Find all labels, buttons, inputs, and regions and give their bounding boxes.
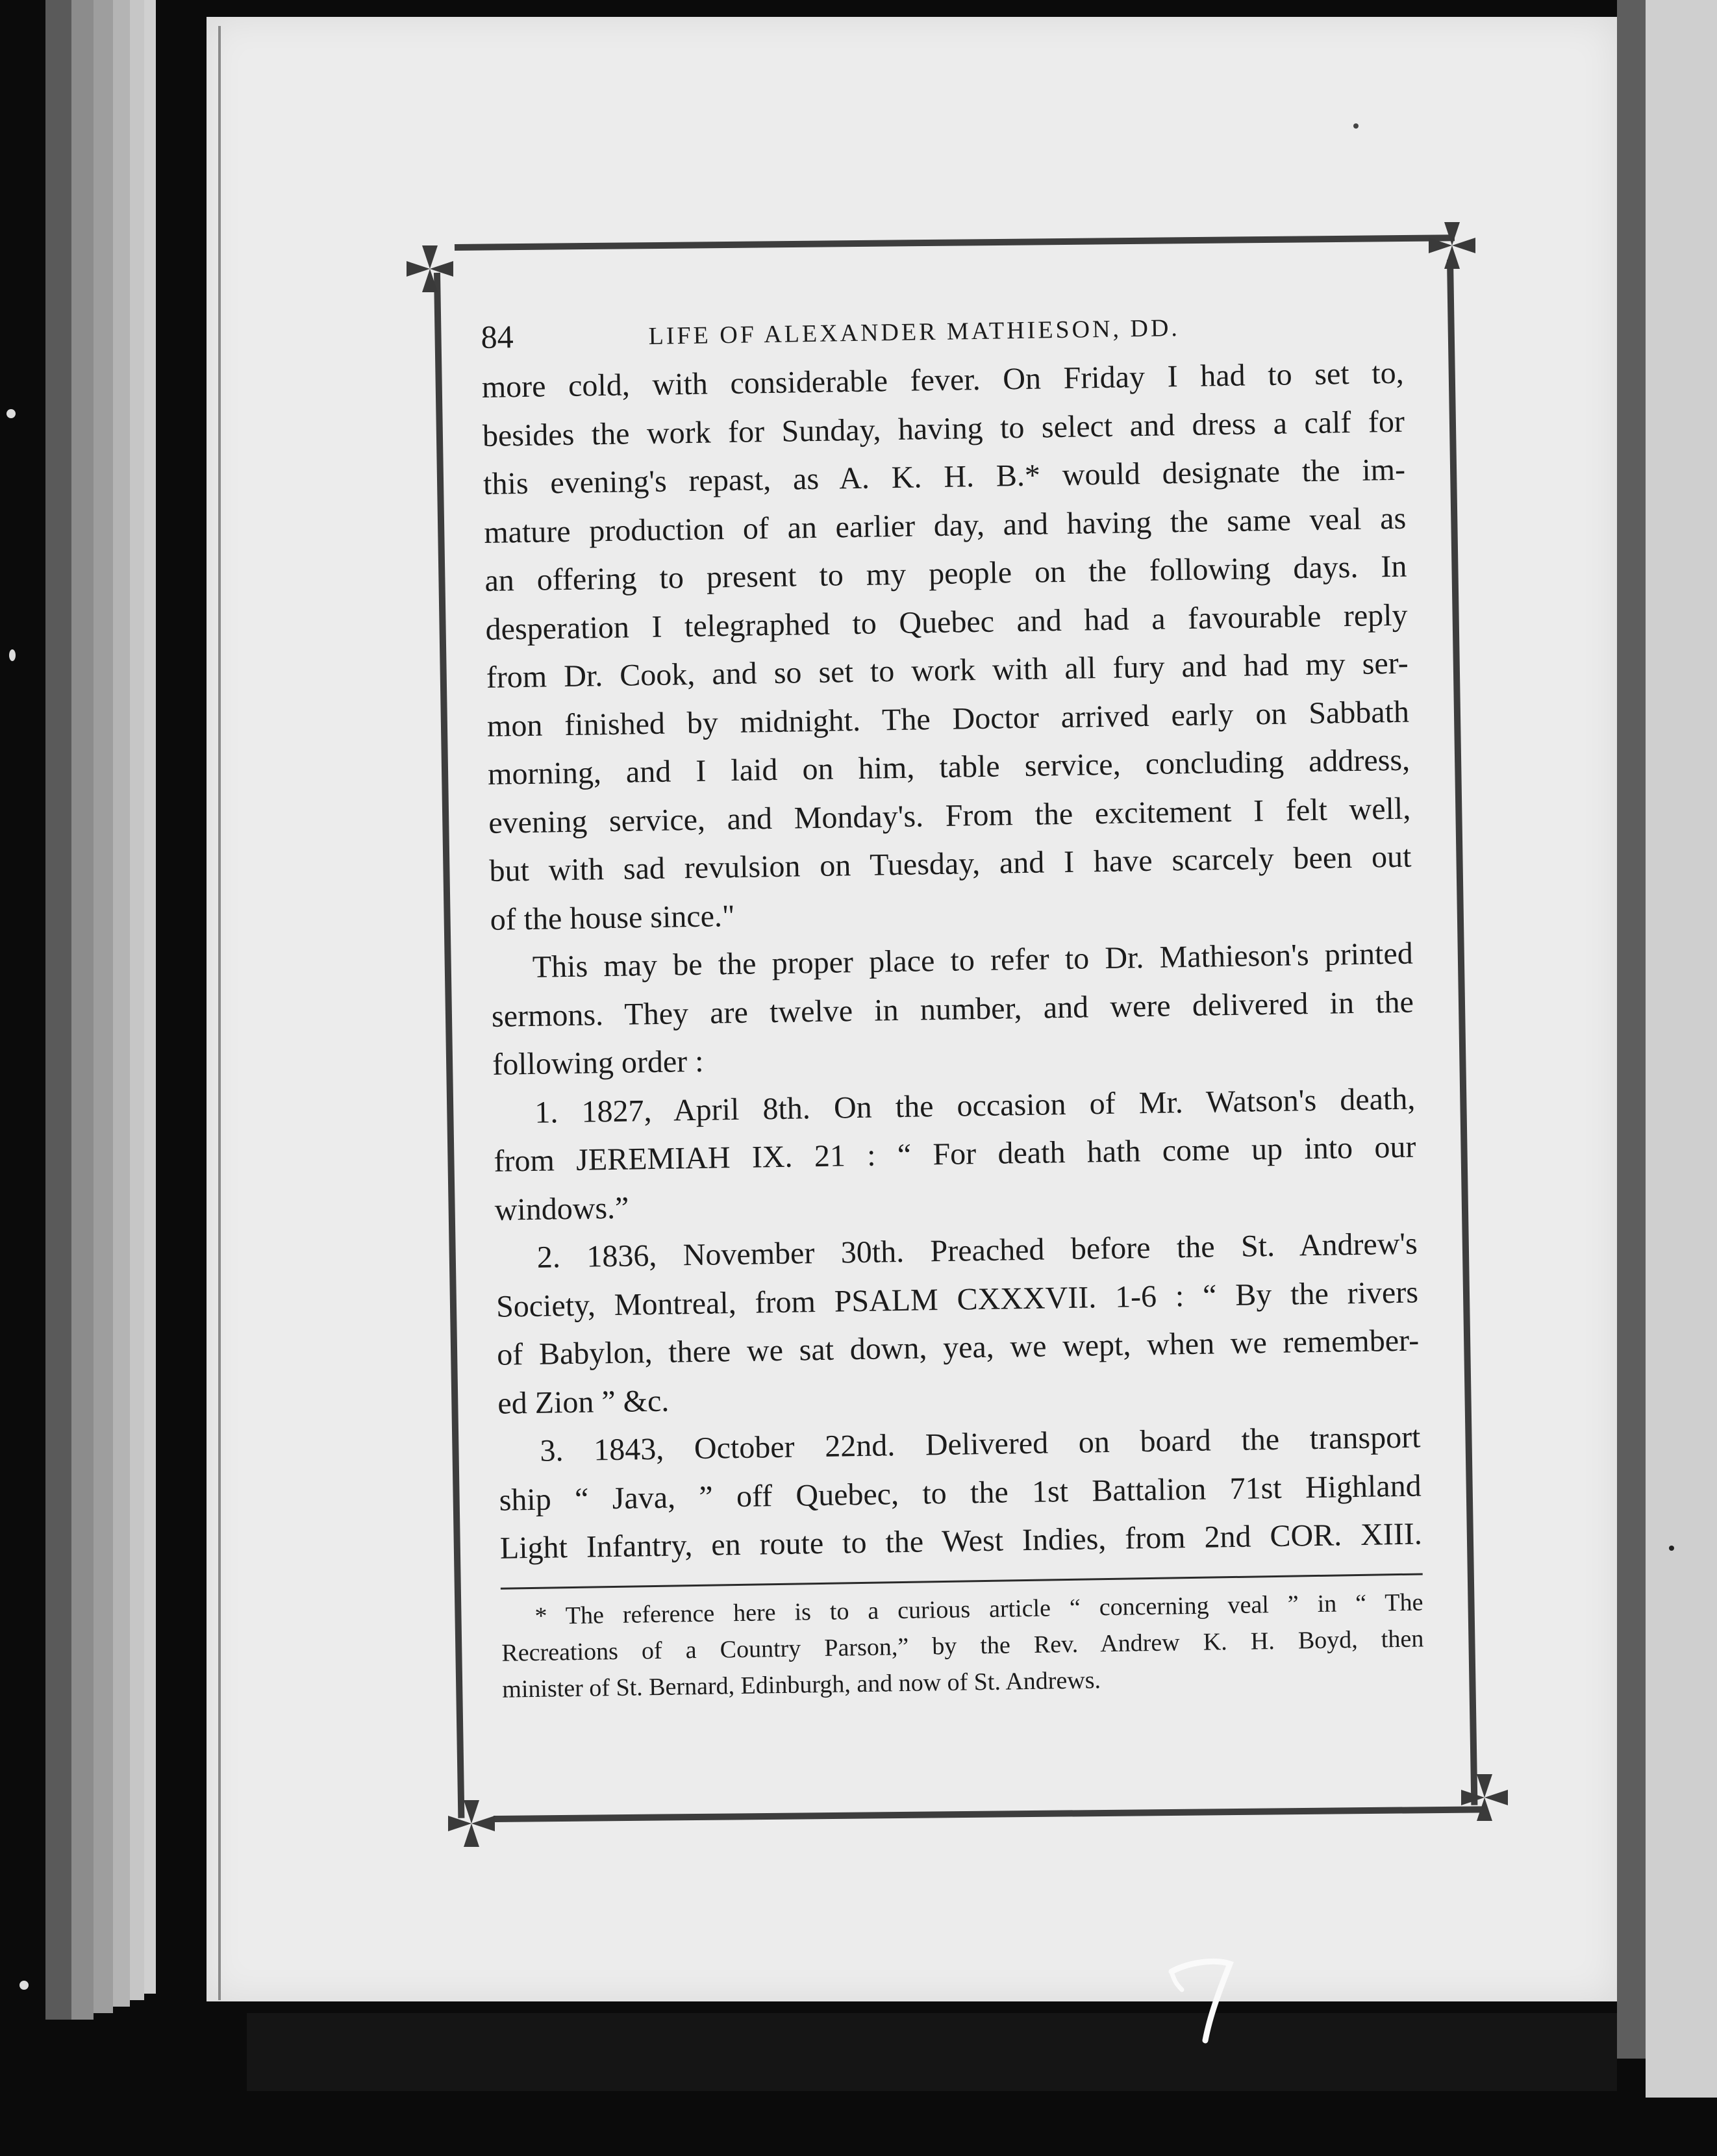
text-line: mature production of an earlier day, and having the same veal as bbox=[483, 501, 1407, 550]
footnote-line: * The reference here is to a curious article “ concerning veal ” in “ The bbox=[534, 1588, 1423, 1630]
text-line: desperation I telegraphed to Quebec and had a favourable reply bbox=[485, 597, 1408, 647]
text-line: 3. 1843, October 22nd. Delivered on board the transport bbox=[540, 1420, 1421, 1468]
book-edge bbox=[71, 0, 94, 2020]
film-speck bbox=[9, 649, 16, 661]
page-number: 84 bbox=[481, 318, 514, 355]
text-line: windows.” bbox=[494, 1190, 629, 1227]
maltese-cross-ornament bbox=[404, 243, 456, 295]
book-edge bbox=[113, 0, 130, 2007]
maltese-cross-ornament bbox=[445, 1798, 497, 1849]
maltese-cross-ornament bbox=[1426, 219, 1478, 271]
text-line: evening service, and Monday's. From the excitement I felt well, bbox=[488, 791, 1411, 840]
footnote-line: Recreations of a Country Parson,” by the Rev. Andrew K. H. Boyd, then bbox=[501, 1624, 1424, 1667]
page-text-block bbox=[481, 297, 1425, 1708]
footnote-line: minister of St. Bernard, Edinburgh, and now of St. Andrews. bbox=[501, 1666, 1101, 1703]
film-speck bbox=[6, 409, 16, 418]
text-line: more cold, with considerable fever. On Friday I had to set to, bbox=[481, 355, 1405, 405]
text-line: mon finished by midnight. The Doctor arrived early on Sabbath bbox=[486, 694, 1410, 744]
running-title: LIFE OF ALEXANDER MATHIESON, DD. bbox=[648, 314, 1181, 350]
book-edge bbox=[45, 0, 71, 2020]
bottom-shadow bbox=[247, 2013, 1617, 2091]
film-speck bbox=[1353, 123, 1359, 129]
text-line: ed Zion ” &c. bbox=[497, 1383, 670, 1421]
page-gutter-line bbox=[218, 26, 221, 2000]
text-line: Society, Montreal, from PSALM CXXXVII. 1-6 : “ By the rivers bbox=[495, 1275, 1419, 1324]
text-line: 2. 1836, November 30th. Preached before the St. Andrew's bbox=[536, 1226, 1418, 1275]
text-line: from JEREMIAH IX. 21 : “ For death hath come up into our bbox=[494, 1129, 1416, 1179]
text-line: of the house since." bbox=[490, 898, 735, 937]
text-line: besides the work for Sunday, having to select and dress a calf for bbox=[482, 404, 1405, 453]
text-line: ship “ Java, ” off Quebec, to the 1st Battalion 71st Highland bbox=[499, 1468, 1422, 1518]
book-binding bbox=[1617, 0, 1646, 2059]
film-speck bbox=[19, 1981, 29, 1990]
book-edge bbox=[94, 0, 113, 2013]
handwritten-mark bbox=[1162, 1955, 1240, 2046]
text-line: following order : bbox=[492, 1044, 704, 1082]
text-line: from Dr. Cook, and so set to work with all fury and had my ser- bbox=[486, 646, 1409, 695]
film-speck bbox=[1669, 1546, 1674, 1551]
text-line: Light Infantry, en route to the West Indies, from 2nd COR. XIII. bbox=[499, 1516, 1423, 1566]
adjacent-page bbox=[1646, 0, 1717, 2098]
text-line: sermons. They are twelve in number, and were delivered in the bbox=[491, 984, 1414, 1034]
book-edge bbox=[144, 0, 156, 1994]
text-line: 1. 1827, April 8th. On the occasion of Mr. Watson's death, bbox=[534, 1081, 1416, 1130]
text-line: of Babylon, there we sat down, yea, we wept, when we remember- bbox=[496, 1323, 1420, 1372]
maltese-cross-ornament bbox=[1459, 1772, 1510, 1824]
text-line: this evening's repast, as A. K. H. B.* would designate the im- bbox=[483, 452, 1406, 501]
text-line: an offering to present to my people on the following days. In bbox=[484, 549, 1407, 598]
text-line: morning, and I laid on him, table service, concluding address, bbox=[487, 742, 1410, 792]
text-line: but with sad revulsion on Tuesday, and I have scarcely been out bbox=[489, 839, 1412, 888]
text-line: This may be the proper place to refer to Dr. Mathieson's printed bbox=[532, 936, 1414, 984]
book-edge bbox=[130, 0, 144, 2000]
